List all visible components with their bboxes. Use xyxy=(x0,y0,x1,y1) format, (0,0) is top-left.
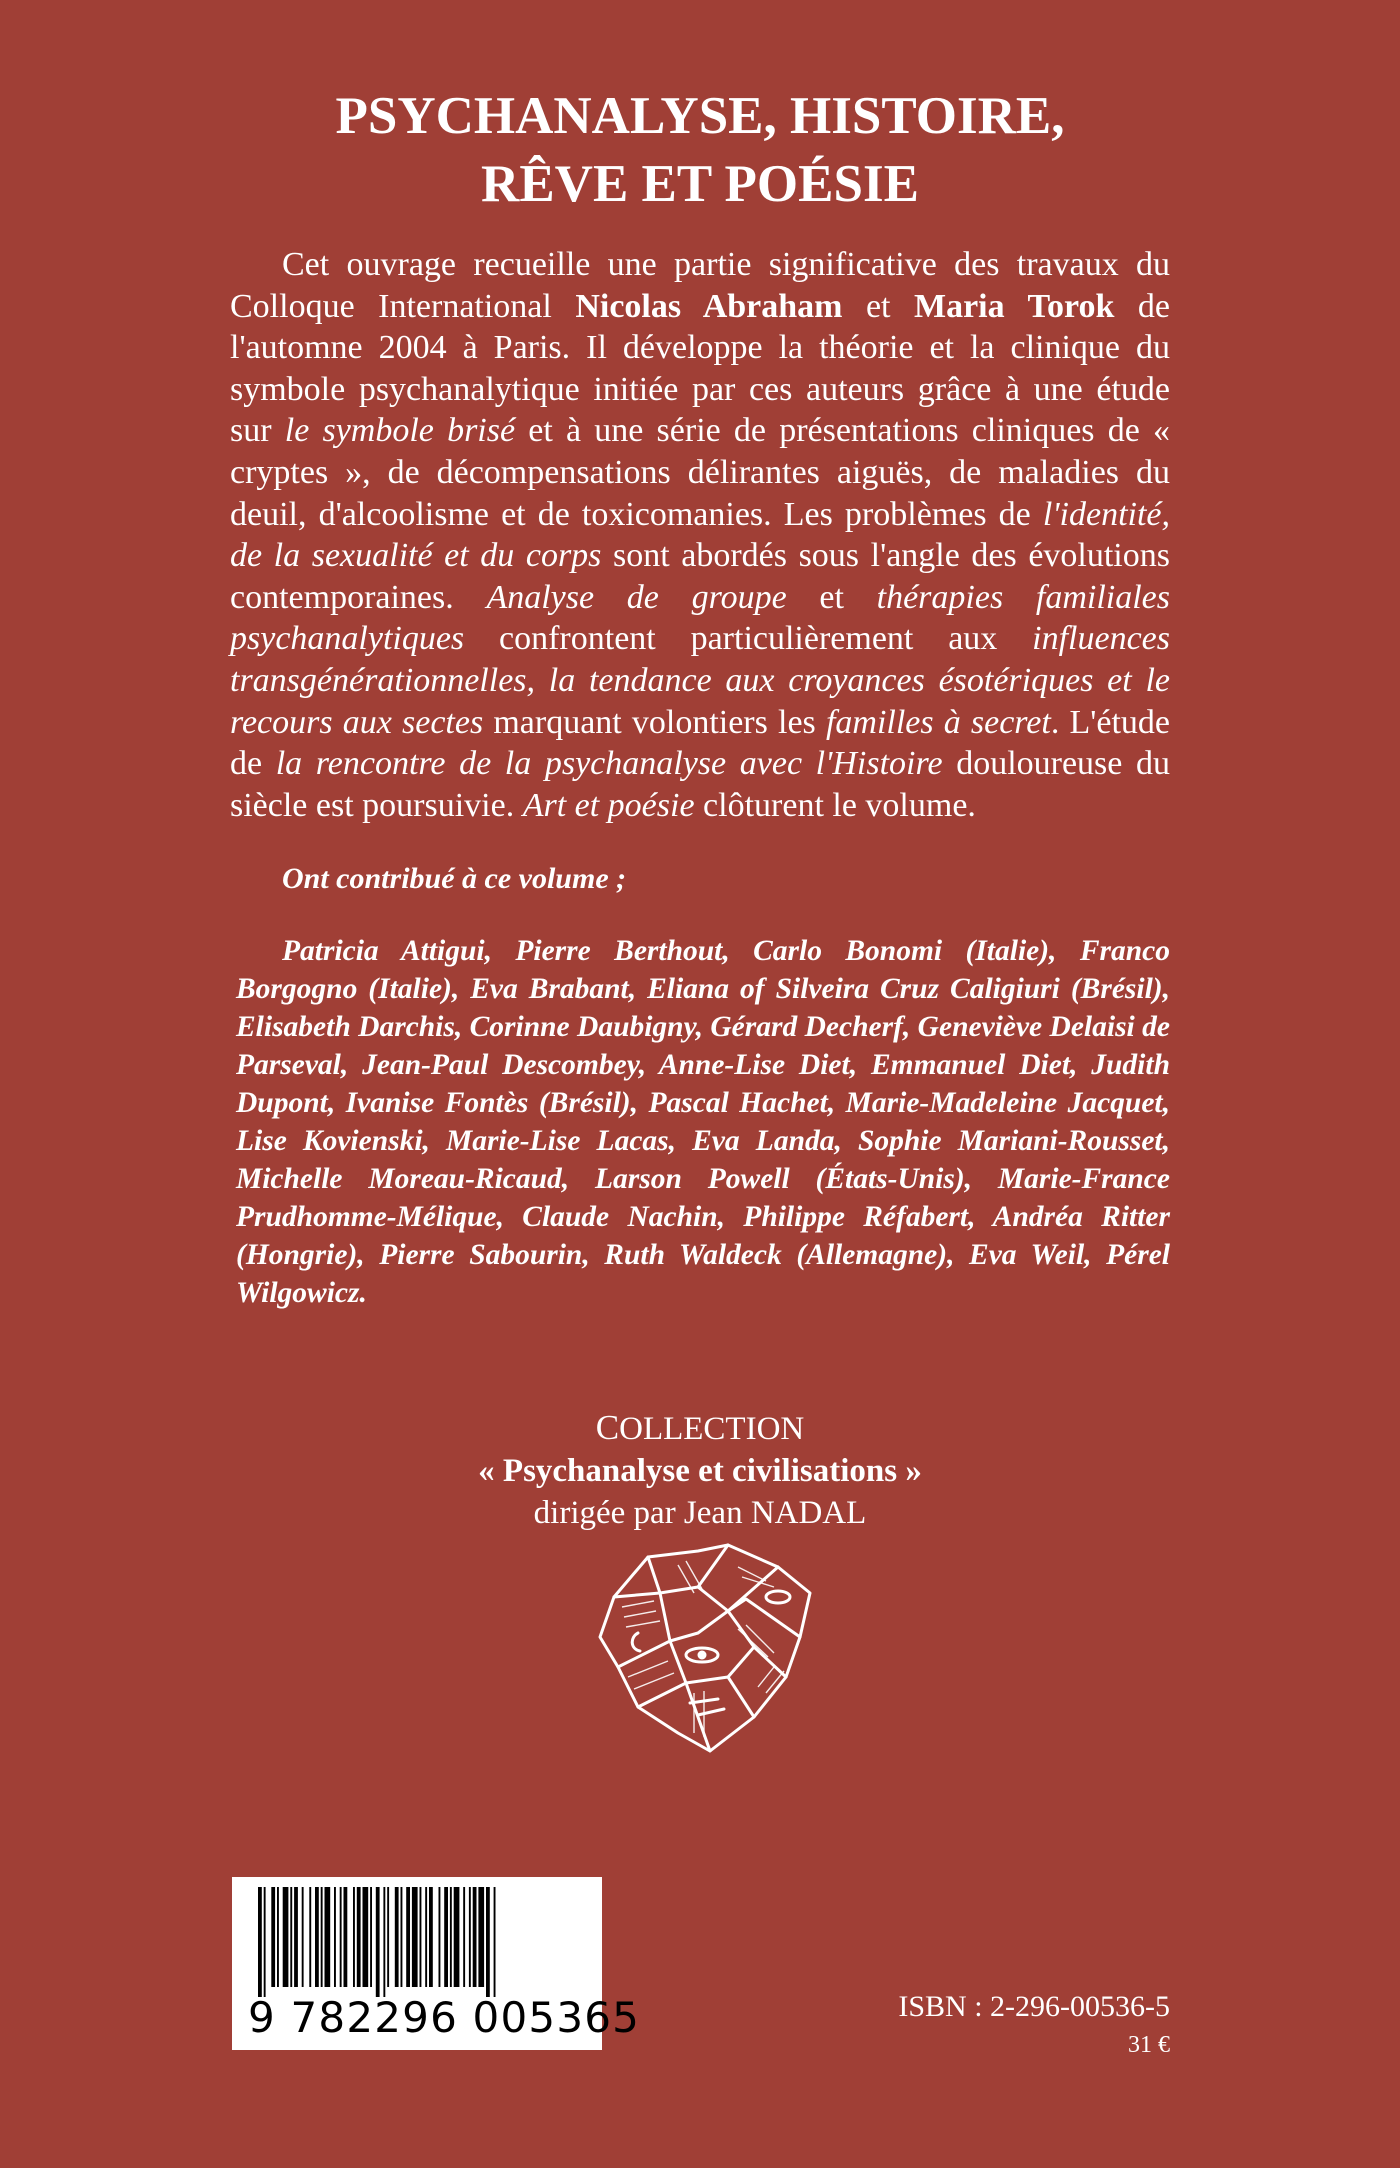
barcode-bar xyxy=(340,1887,342,1987)
barcode-bar xyxy=(334,1887,336,1987)
barcode-bar xyxy=(425,1887,427,1987)
barcode-bar xyxy=(387,1887,389,1987)
barcode-bars xyxy=(258,1887,578,1997)
barcode-bar xyxy=(463,1887,465,1987)
barcode-bar xyxy=(290,1887,292,1987)
barcode-bar xyxy=(412,1887,418,1987)
barcode-digits: 9 782296 005365 xyxy=(248,1993,641,2042)
summary-text: et à une série de présentations cliniques de « cryptes », de décompensations délirantes aiguës, de maladies du deuil, d'alcoolisme et de toxicomanies. Les problèmes de xyxy=(230,412,1170,533)
barcode-bar xyxy=(315,1887,319,1987)
barcode-bar xyxy=(283,1887,289,1987)
barcode-bar xyxy=(264,1887,266,1997)
summary-text: Cet ouvrage recueille une partie significative des travaux du Colloque International xyxy=(230,246,1170,325)
barcode-bar xyxy=(420,1887,422,1987)
barcode-bar xyxy=(478,1887,484,1987)
barcode xyxy=(232,1877,641,2050)
collection-info xyxy=(0,1407,1400,1534)
summary-text: clôturent le volume. xyxy=(694,786,976,824)
collection-name: « Psychanalyse et civilisations » xyxy=(478,1453,922,1489)
summary-text: confrontent particulièrement aux xyxy=(464,620,1033,658)
barcode-bar xyxy=(473,1887,477,1987)
book-title xyxy=(0,82,1400,218)
barcode-bar xyxy=(258,1887,262,1997)
summary-emphasis: influences transgénérationnelles, la tendance aux croyances ésotériques et le recours aux sectes xyxy=(230,620,1170,741)
price-label: 31 € xyxy=(1128,2032,1170,2058)
summary-emphasis: thérapies familiales psychanalytiques xyxy=(230,578,1170,658)
author-name-torok: Maria Torok xyxy=(913,287,1115,325)
barcode-bar xyxy=(277,1887,279,1987)
collection-label-rest: OLLECTION xyxy=(619,1411,805,1447)
barcode-bar xyxy=(344,1887,348,1987)
barcode-bar xyxy=(429,1887,433,1987)
publisher-emblem-icon xyxy=(578,1537,818,1757)
summary-emphasis: la rencontre de la psychanalyse avec l'Histoire xyxy=(275,745,943,783)
summary-text: marquant volontiers les xyxy=(483,703,826,741)
barcode-bar xyxy=(353,1887,355,1987)
contributors-heading: Ont contribué à ce volume ; xyxy=(282,862,627,895)
summary-text: et xyxy=(842,287,914,325)
barcode-bar xyxy=(439,1887,441,1987)
summary-emphasis: le symbole brisé xyxy=(284,412,516,450)
summary-text: . L'étude de xyxy=(230,703,1170,783)
barcode-bar xyxy=(395,1887,399,1987)
barcode-bar xyxy=(486,1887,490,1997)
barcode-bar xyxy=(406,1887,410,1987)
author-name-abraham: Nicolas Abraham xyxy=(575,287,843,325)
summary-emphasis: Analyse de groupe xyxy=(486,578,787,616)
collection-label xyxy=(0,1407,1400,1450)
barcode-bar xyxy=(383,1887,385,1997)
summary-emphasis: familles à secret xyxy=(825,703,1051,741)
barcode-bar xyxy=(450,1887,452,1987)
barcode-bar xyxy=(469,1887,471,1987)
barcode-bar xyxy=(494,1887,496,1997)
summary-paragraph xyxy=(230,244,1170,826)
barcode-bar xyxy=(401,1887,403,1987)
barcode-bar xyxy=(376,1887,380,1997)
collection-label-initial: C xyxy=(595,1408,620,1447)
summary-text: douloureuse du siècle est poursuivie. xyxy=(230,745,1170,824)
barcode-bar xyxy=(444,1887,448,1987)
barcode-bar xyxy=(302,1887,304,1987)
summary-text: de l'automne 2004 à Paris. Il développe la théorie et la clinique du symbole psychanalytique initiée par ces auteurs grâce à une étude sur xyxy=(230,287,1170,450)
barcode-bar xyxy=(454,1887,460,1987)
summary-text: et xyxy=(786,578,877,616)
barcode-bar xyxy=(294,1887,298,1987)
collection-director: dirigée par Jean NADAL xyxy=(533,1495,867,1531)
barcode-bar xyxy=(321,1887,323,1987)
barcode-bar xyxy=(309,1887,311,1987)
barcode-bar xyxy=(271,1887,275,1987)
barcode-bar xyxy=(325,1887,331,1987)
title-line-1: PSYCHANALYSE, HISTOIRE, xyxy=(335,87,1065,145)
summary-emphasis: Art et poésie xyxy=(522,786,695,824)
title-line-2: RÊVE ET POÉSIE xyxy=(481,155,919,213)
isbn-number: ISBN : 2-296-00536-5 xyxy=(898,1990,1170,2023)
barcode-bar xyxy=(363,1887,369,1987)
contributors-list: Patricia Attigui, Pierre Berthout, Carlo Bonomi (Italie), Franco Borgogno (Italie), Eva Brabant, Eliana of Silveira Cruz Caligiuri (Brésil), Elisabeth Darchis, Corinne Daubigny, Gérard Decherf, Geneviève Delaisi de Parseval, Jean-Paul Descombey, Anne-Lise Diet, Emmanuel Diet, Judith Dupont, Ivanise Fontès (Brésil), Pascal Hachet, Marie-Madeleine Jacquet, Lise Kovienski, Marie-Lise Lacas, Eva Landa, Sophie Mariani-Rousset, Michelle Moreau-Ricaud, Larson Powell (États-Unis), Marie-France Prudhomme-Mélique, Claude Nachin, Philippe Réfabert, Andréa Ritter (Hongrie), Pierre Sabourin, Ruth Waldeck (Allemagne), Eva Weil, Pérel Wilgowicz. xyxy=(236,935,1170,1309)
barcode-bar xyxy=(357,1887,361,1987)
summary-text: sont abordés sous l'angle des évolutions contemporaines. xyxy=(230,537,1170,616)
summary-emphasis: l'identité, de la sexualité et du corps xyxy=(230,495,1170,575)
barcode-bar xyxy=(370,1887,372,1987)
